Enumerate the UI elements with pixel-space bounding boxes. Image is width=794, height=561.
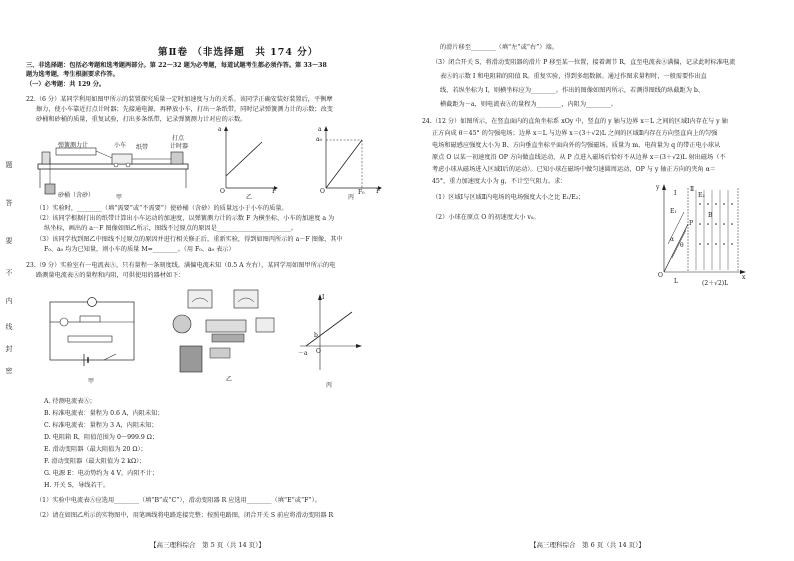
figure-22-graph-bing [316,126,382,201]
q24-sub-1: （1）区域Ⅰ与区域Ⅱ内电场的电场强度大小之比 E₁/E₂； [432,194,585,201]
timer-label-2: 计时器 [170,143,189,150]
seal-char-7: 封 [5,345,13,353]
tape-label: 纸带 [136,144,149,151]
q22-sub-2a: （2）该同学根据打出的纸带计算出小车运动的加速度，以弹簧测力计的示数 F 为横坐标，小车的加速度 a 为 [36,215,335,222]
figure-24-fields [656,184,748,287]
intro-line-1: 三、非选择题：包括必考题和选考题两部分。第 22～32 题为必考题，每道试题考生都必须作答。第 33～38 [26,62,327,69]
spring-scale-label: 弹簧测力计 [58,142,89,149]
item-e: E. 滑动变阻器（最大阻值为 20 Ω）； [44,446,147,453]
figure-23-instruments [170,286,282,383]
item-g: G. 电源 E：电动势约为 4 V，内阻不计； [44,470,159,477]
q22-line-2: 擦力，使小车靠近打点计时器；先接通电源，再释放小车，打出一条纸带，同时记录弹簧测力计的示数；改变 [36,106,333,113]
yi-origin: O [220,188,225,195]
figure-22-graph-yi [218,126,278,201]
seal-char-6: 线 [5,323,13,331]
item-h: H. 开关 S，导线若干。 [44,482,110,489]
intro-line-2: 题为选考题，考生根据要求作答。 [26,71,119,78]
footer-left: 【高三理科综合 第 5 页（共 14 页）】 [150,541,265,549]
figure-22-apparatus [36,128,196,200]
fig24-l: L [674,278,678,285]
fig24-e2: E₂ [698,192,705,199]
fig23-caption-bing: 丙 [326,382,333,389]
q23-sub-1: （1）实验中电流表Ⓐ应选用________（填“B”或“C”），滑动变阻器 R 应选用________（填“E”或“F”）。 [36,497,321,504]
fig22-caption-jia: 甲 [116,194,123,201]
fig24-p: P [689,220,694,227]
figure-23-graph [296,294,362,389]
seal-char-3: 要 [5,237,13,245]
q24-line-1: 24.（12 分）如图所示，在竖直面内的直角坐标系 xOy 中，竖直的 y 轴与边界 x＝L 之间的区域Ⅰ内存在与 y 轴 [422,118,728,125]
q24-line-4: 原点 O 以某一初速度沿 OP 方向做直线运动，从 P 点进入磁场后恰好不从边界 x＝(3＋√2)L 射出磁场（不 [432,154,726,161]
graph-minus-a: －a [298,350,308,357]
r-line-4: 线，若纵坐标为 I，则横坐标应为________。作出的图像如图丙所示，若测得图线的纵截距为 b、 [440,87,705,94]
bing-axis-f: F [376,188,381,195]
graph-b: b [314,332,318,339]
q22-line-1: 22.（6 分）某同学利用如图甲所示的装置探究质量一定时加速度与力的关系。该同学正确安装好装置后，平衡摩 [26,96,333,103]
fig24-b: B [708,212,713,219]
graph-origin: O [316,348,321,355]
q22-sub-2b: 纵坐标，画出的 a－F 图像如图乙所示，图线不过原点的原因是________________________。 [44,225,298,232]
q22-line-3: 砂桶和砂桶的质量，重复试验，打出多条纸带，记录弹簧测力计对应的示数。 [36,116,247,123]
section-title: 第Ⅱ卷 （非选择题 共 174 分） [158,47,319,58]
fig24-region-i: Ⅰ [674,190,677,197]
yi-axis-a: a [218,126,222,133]
q24-line-6: 45°，重力加速度大小为 g，不计空气阻力。求： [432,178,567,185]
q24-line-3: 电场和磁感应强度大小为 B、方向垂直坐标平面向外的匀强磁场。质量为 m、电荷量为 q 的带正电小球从 [432,142,721,149]
seal-char-5: 内 [5,297,13,305]
fig23-caption-jia: 甲 [88,378,95,385]
fig23-caption-yi: 乙 [226,376,233,383]
q23-line-2: 路测量电流表Ⓐ的量程和内阻，可供使用的器材如下： [36,272,185,279]
yi-axis-f: F [272,188,277,195]
right-page [412,0,794,561]
fig24-x: x [742,274,746,281]
seal-char-8: 密 [5,367,13,375]
q24-sub-2: （2）小球在原点 O 的初速度大小 v₀。 [432,214,540,221]
bing-f0: F₀ [358,189,365,196]
fig24-e1: E₁ [670,208,677,215]
q24-line-5: 考虑小球从磁场进入区域Ⅰ后的运动）。已知小球在磁场中做匀速圆周运动，OP 与 y 轴正方向的夹角 α＝ [432,166,716,173]
bucket-label: 砂桶（含砂） [58,192,95,199]
q22-sub-3b: F₀、a₀ 均为已知量，则小车的质量 M=________。（用 F₀、a₀ 表示） [44,246,235,253]
q23-sub-2: （2）请在如图乙所示的实物图中，用笔画线将电路连接完整；按照电路图，闭合开关 S 前应将滑动变阻器 R [36,512,334,519]
item-b: B. 标准电流表：量程为 0.6 A，内阻未知； [44,410,164,417]
q22-sub-1: （1）实验时，________（填“需要”或“不需要”）使砂桶（含砂）的质量远小于小车的质量。 [36,205,288,212]
r-line-1: 的滑片移至________（填“左”或“右”）端。 [440,44,558,51]
bing-axis-a: a [318,126,322,133]
figure-23-circuit [44,292,140,385]
fig24-region-ii: Ⅱ [690,186,695,193]
bing-a0: a₀ [316,136,322,143]
fig24-theta: θ [680,242,684,249]
fig24-o: O [658,272,663,279]
seal-char-4: 不 [5,269,13,277]
q24-line-2: 正方向成 θ＝45° 的匀强电场；边界 x＝L 与边界 x＝(3＋√2)L 之间的区域Ⅱ内存在方向竖直向上的匀强 [432,130,718,137]
timer-label-1: 打点 [172,135,185,142]
seal-char-1: 题 [5,161,13,169]
car-label: 小车 [114,142,127,149]
graph-axis-i: I [322,294,325,301]
q23-line-1: 23.（9 分）实验室有一电流表Ⓐ，只有量程一条刻度线，满偏电流未知（0.5 A 左右），某同学用如图甲所示的电 [26,262,336,269]
fig22-caption-bing: 丙 [348,194,355,201]
footer-right: 【高三理科综合 第 6 页（共 14 页）】 [530,541,645,549]
item-c: C. 标准电流表：量程为 3 A，内阻未知； [44,422,158,429]
item-d: D. 电阻箱 R，阻值范围为 0～999.9 Ω； [44,434,159,441]
bing-origin: O [320,188,325,195]
r-line-3: 表Ⓐ的示数 I 和电阻箱的阻值 R。重复实验，得到多组数据。通过作图求量程时，一般需要作出直 [440,73,707,80]
seal-char-2: 答 [5,199,13,207]
fig24-y: y [656,184,660,191]
fig22-caption-yi: 乙 [246,194,253,201]
fig24-l2: (2＋√2)L [702,280,729,287]
r-line-5: 横截距为－a，则电流表Ⓐ的量程为________，内阻为________。 [440,101,617,108]
intro-line-3: （一）必考题：共 129 分。 [26,81,106,88]
item-f: F. 滑动变阻器（最大阻值为 2 kΩ）； [44,458,146,465]
r-line-2: （3）闭合开关 S，将滑动变阻器的滑片 P 移至某一位置，接着调节 R，直至电流表Ⓐ满偏，记录此时标准电流 [432,59,736,66]
item-a: A. 待测电流表Ⓐ； [44,398,96,405]
q22-sub-3a: （3）该同学找到图乙中图线不过原点的原因并进行相关修正后，重新实验，得到如图丙所示的 a－F 图像，其中 [36,236,343,243]
fig24-alpha: α [670,236,675,243]
